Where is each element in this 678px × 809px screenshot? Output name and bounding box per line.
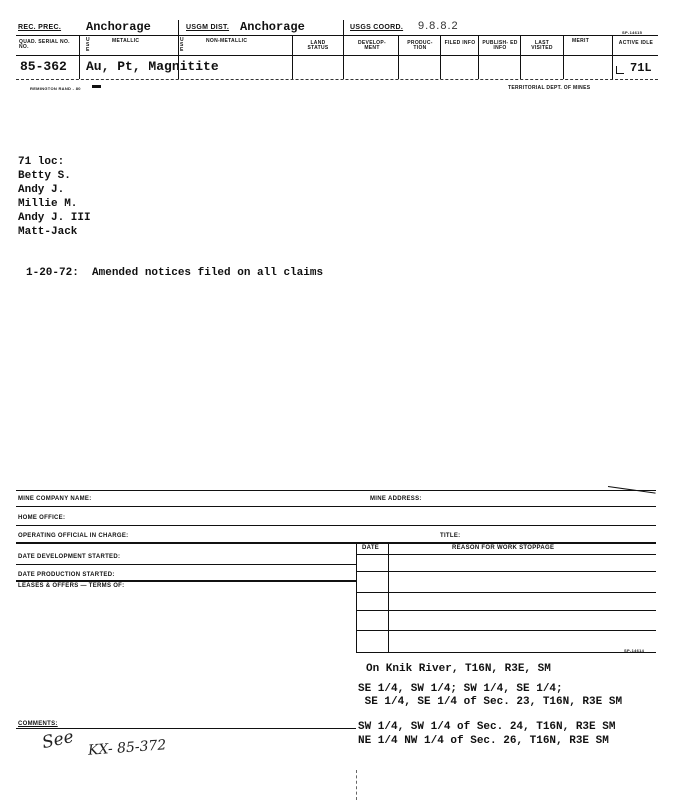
nonmetallic-marker: U S E (180, 37, 184, 53)
handwritten-reference: KX- 85-372 (87, 737, 167, 759)
claims-line: Betty S. (18, 170, 71, 182)
usgs-coord-value: 9.8.8.2 (418, 20, 459, 32)
amended-notice: 1-20-72: Amended notices filed on all claims (26, 267, 324, 279)
merit-label: MERIT (572, 38, 590, 44)
stoppage-row-rule (356, 592, 656, 593)
rule-home (16, 525, 656, 526)
date-production-label: DATE PRODUCTION STARTED: (18, 572, 115, 578)
stoppage-row-rule (356, 571, 656, 572)
filed-info-label: FILED INFO (444, 40, 476, 46)
col-rule-j (612, 35, 613, 79)
location-line: On Knik River, T16N, R3E, SM (366, 663, 551, 675)
claims-line: Millie M. (18, 198, 78, 210)
development-label: DEVELOP- MENT (358, 40, 386, 51)
metallic-marker: U S E (86, 37, 90, 53)
nonmetallic-label: NON-METALLIC (206, 38, 248, 44)
active-idle-label: ACTIVE IDLE (618, 40, 654, 46)
form-number-bottom: SP-14614 (624, 648, 645, 653)
col-rule-i (563, 35, 564, 79)
stoppage-left-rule (356, 542, 357, 652)
reason-column-label: REASON FOR WORK STOPPAGE (452, 545, 555, 551)
title-label: TITLE: (440, 533, 461, 539)
quad-serial-label: QUAD. SERIAL NO. NO. (19, 39, 70, 50)
commodities-value: Au, Pt, Magnitite (86, 59, 219, 74)
header-rule-1 (16, 35, 658, 36)
rec-prec-label: REC. PREC. (18, 24, 62, 31)
claims-line: Andy J. III (18, 212, 91, 224)
mine-address-label: MINE ADDRESS: (370, 496, 422, 502)
land-status-label: LAND STATUS (307, 40, 329, 51)
rule-operating (16, 542, 656, 544)
location-line: SE 1/4, SE 1/4 of Sec. 23, T16N, R3E SM (358, 696, 623, 708)
mine-company-name-label: MINE COMPANY NAME: (18, 496, 92, 502)
handwritten-see: See (40, 726, 76, 754)
location-line: NE 1/4 NW 1/4 of Sec. 26, T16N, R3E SM (358, 735, 609, 747)
location-line: SE 1/4, SW 1/4; SW 1/4, SE 1/4; (358, 683, 563, 695)
stoppage-date-rule (388, 542, 389, 652)
active-idle-value: 71L (630, 61, 652, 75)
last-visited-label: LAST VISITED (531, 40, 553, 51)
claims-line: Matt-Jack (18, 226, 78, 238)
rule-mine (16, 506, 656, 507)
stoppage-header-rule (356, 554, 656, 555)
rule-top (16, 490, 656, 491)
metallic-label: METALLIC (112, 38, 140, 44)
header-rule-dashed (16, 79, 658, 80)
active-idle-check-icon (616, 66, 624, 74)
date-column-label: DATE (362, 545, 380, 551)
rule-production (16, 580, 356, 582)
claims-line: 71 loc: (18, 156, 65, 168)
stoppage-row-rule (356, 652, 656, 653)
claims-list (18, 155, 91, 239)
rec-prec-value: Anchorage (86, 20, 151, 34)
usgs-coord-label: USGS COORD. (350, 24, 404, 31)
rule-development (16, 564, 356, 565)
location-margin-mark (356, 770, 357, 800)
printer-note: REMINGTON RAND - 80 (30, 86, 81, 91)
printer-mark (92, 85, 101, 88)
production-label: PRODUC- TION (407, 40, 433, 51)
date-development-label: DATE DEVELOPMENT STARTED: (18, 554, 121, 560)
stoppage-row-rule (356, 630, 656, 631)
col-rule-g (478, 35, 479, 79)
comments-label: COMMENTS: (18, 721, 58, 727)
lower-form (0, 470, 678, 809)
usgm-dist-label: USGM DIST. (186, 24, 230, 31)
col-rule-e (398, 35, 399, 79)
territorial-dept: TERRITORIAL DEPT. OF MINES (508, 85, 591, 91)
claims-line: Andy J. (18, 184, 65, 196)
usgm-dist-value: Anchorage (240, 20, 305, 34)
stoppage-row-rule (356, 610, 656, 611)
form-number-top: SP-14615 (622, 30, 643, 35)
header-card (0, 0, 678, 100)
header-rule-2 (16, 55, 658, 56)
col-rule-a (79, 35, 80, 79)
col-rule-h (520, 35, 521, 79)
home-office-label: HOME OFFICE: (18, 515, 66, 521)
leases-offers-label: LEASES & OFFERS — TERMS OF: (18, 583, 125, 589)
col-rule-c (292, 35, 293, 79)
col-rule-f (440, 35, 441, 79)
serial-number-value: 85-362 (20, 59, 67, 74)
col-rule-d (343, 20, 344, 79)
location-line: SW 1/4, SW 1/4 of Sec. 24, T16N, R3E SM (358, 721, 616, 733)
operating-official-label: OPERATING OFFICIAL IN CHARGE: (18, 533, 129, 539)
published-info-label: PUBLISH- ED INFO (482, 40, 518, 51)
